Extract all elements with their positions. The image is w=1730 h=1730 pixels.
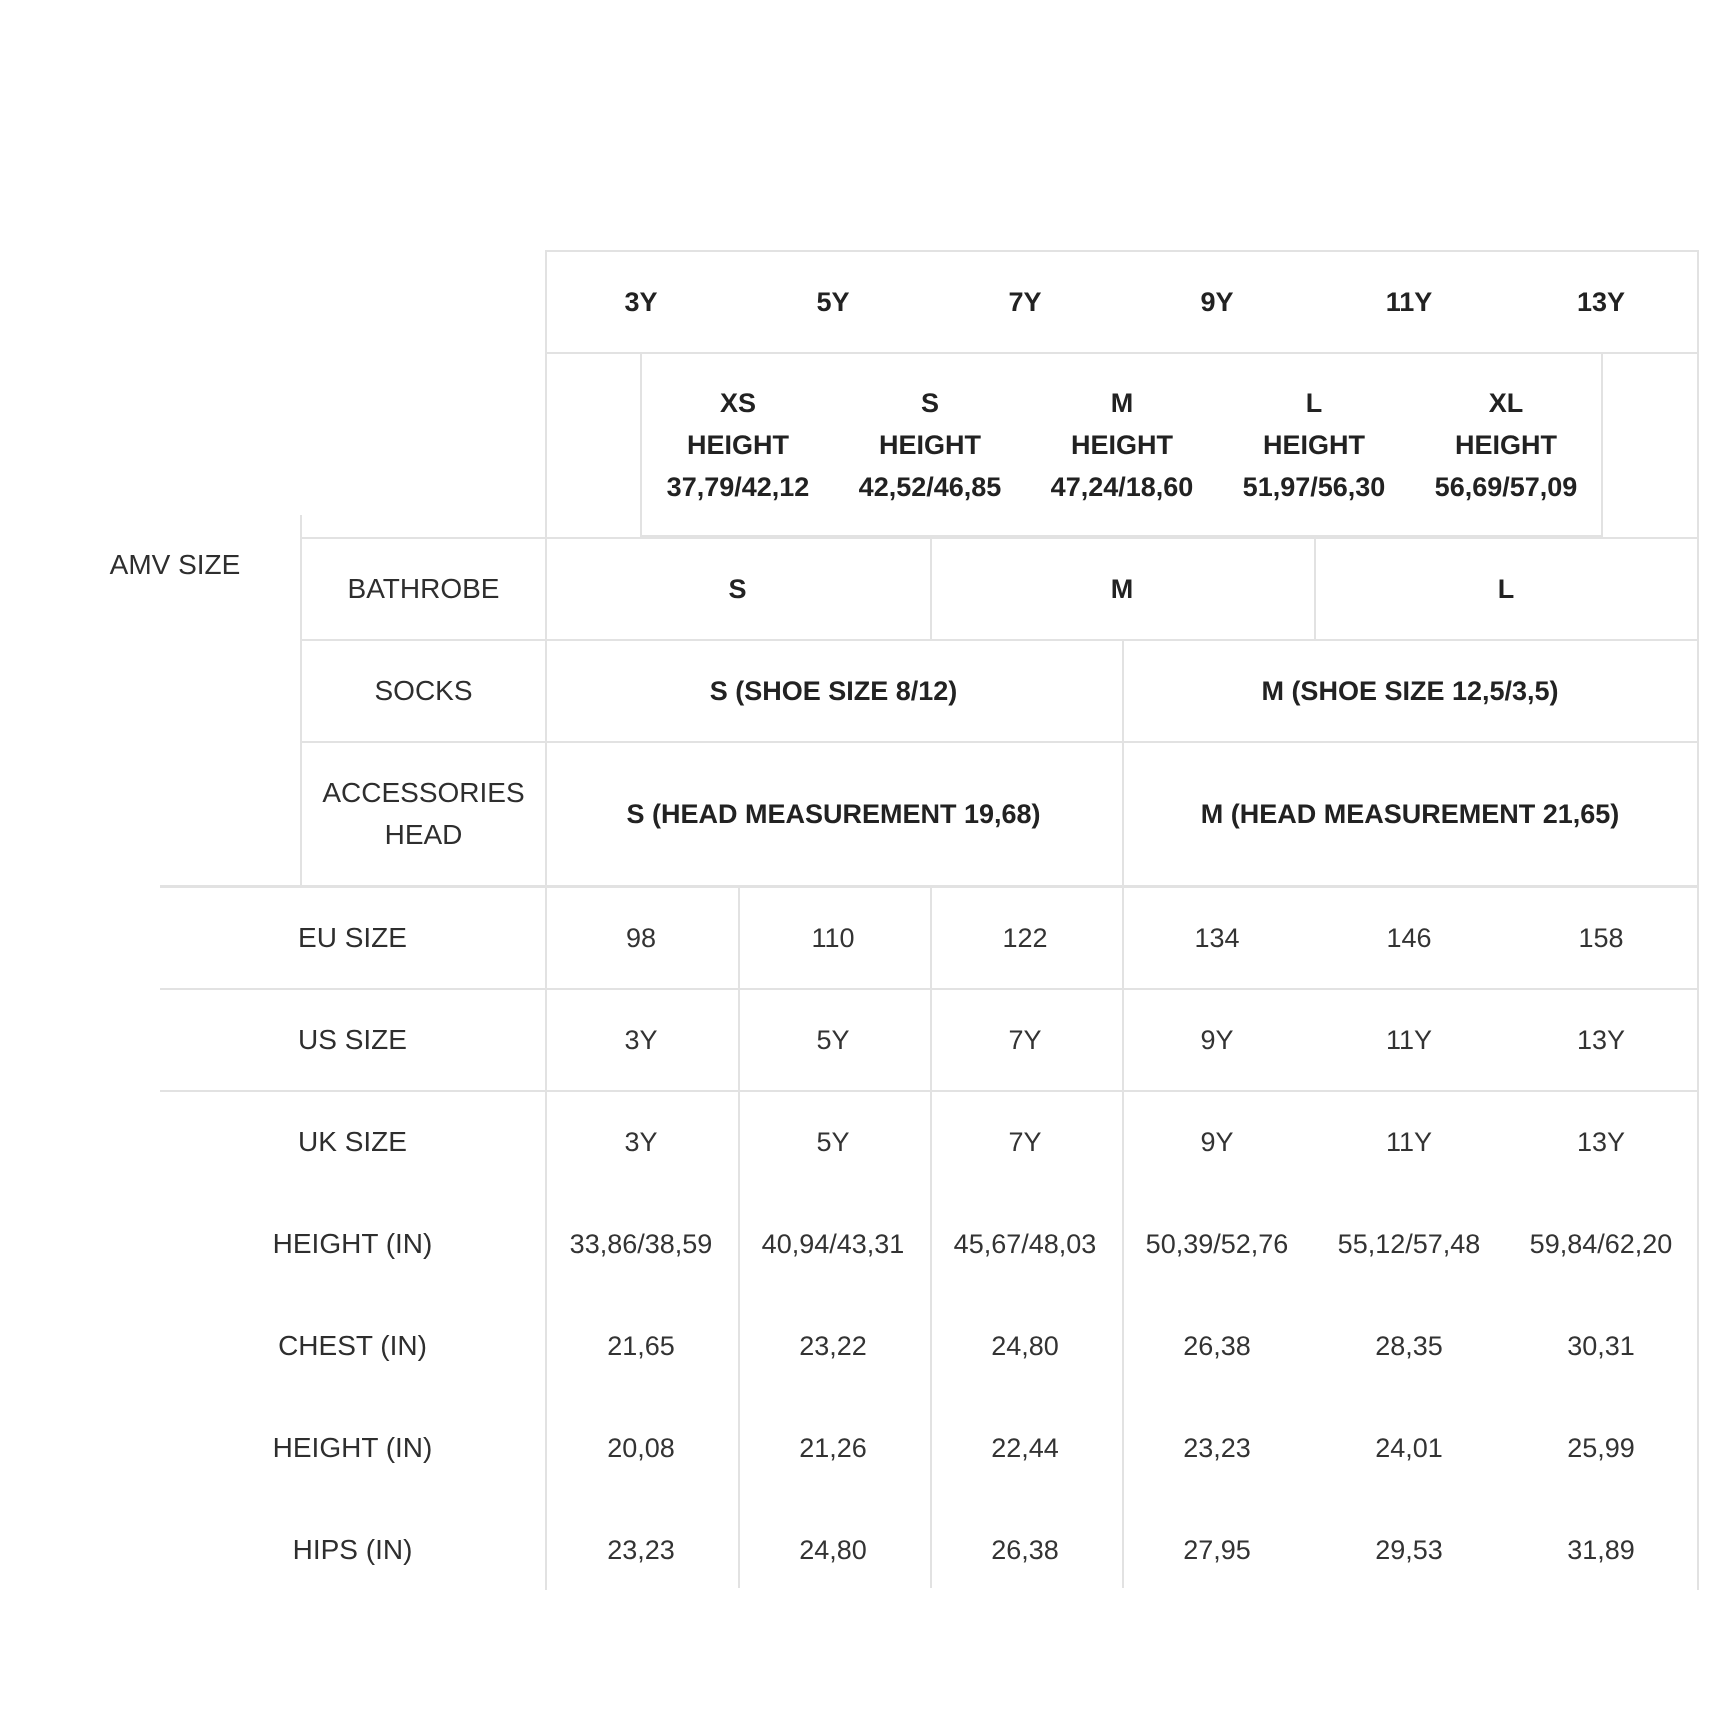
table-cell: 24,80: [991, 1331, 1059, 1361]
socks-size: S (SHOE SIZE 8/12): [709, 676, 958, 706]
column-header: 3Y: [624, 287, 658, 317]
height-label: HEIGHT: [1262, 430, 1365, 460]
row-label-hips: HIPS (IN): [292, 1534, 413, 1565]
height-size-cell: [1026, 356, 1218, 534]
table-cell: 110: [811, 923, 855, 953]
table-cell: 26,38: [991, 1535, 1059, 1565]
table-cell: 29,53: [1375, 1535, 1443, 1565]
table-cell: 7Y: [1008, 1025, 1042, 1055]
accessories-head-label: [302, 743, 545, 885]
table-cell: 134: [1194, 923, 1240, 953]
size-label: XL: [1488, 388, 1524, 418]
row-label-chest: CHEST (IN): [278, 1330, 427, 1361]
socks-label: SOCKS: [374, 675, 473, 706]
column-header: 11Y: [1385, 287, 1433, 317]
accessories-label: ACCESSORIES: [322, 777, 525, 808]
table-cell: 11Y: [1385, 1025, 1433, 1055]
table-cell: 21,65: [607, 1331, 675, 1361]
table-cell: 98: [625, 923, 657, 953]
table-cell: 158: [1578, 923, 1624, 953]
column-header: 13Y: [1576, 287, 1626, 317]
row-label-height: HEIGHT (IN): [272, 1228, 433, 1259]
column-header: 5Y: [816, 287, 850, 317]
table-cell: 33,86/38,59: [569, 1229, 713, 1259]
table-cell: 27,95: [1183, 1535, 1251, 1565]
height-size-cell: [642, 356, 834, 534]
table-cell: 24,01: [1375, 1433, 1443, 1463]
divider: [640, 535, 1602, 537]
table-cell: 9Y: [1200, 1025, 1234, 1055]
size-label: S: [920, 388, 939, 418]
table-cell: 28,35: [1375, 1331, 1443, 1361]
height-range: 51,97/56,30: [1242, 472, 1386, 502]
bathrobe-label: BATHROBE: [347, 573, 500, 604]
table-cell: 20,08: [607, 1433, 675, 1463]
bathrobe-size: L: [1497, 574, 1515, 604]
table-cell: 3Y: [624, 1127, 658, 1157]
height-size-cell: [834, 356, 1026, 534]
row-label-height: HEIGHT (IN): [272, 1432, 433, 1463]
divider: [545, 250, 1699, 252]
height-label: HEIGHT: [878, 430, 981, 460]
row-label-eu-size: EU SIZE: [298, 922, 407, 953]
size-label: XS: [719, 388, 757, 418]
height-label: HEIGHT: [1070, 430, 1173, 460]
height-size-cell: [1410, 356, 1602, 534]
table-cell: 26,38: [1183, 1331, 1251, 1361]
table-cell: 146: [1386, 923, 1432, 953]
table-cell: 24,80: [799, 1535, 867, 1565]
head-label: HEAD: [384, 819, 463, 850]
size-label: L: [1305, 388, 1323, 418]
row-label-us-size: US SIZE: [298, 1024, 407, 1055]
table-cell: 5Y: [816, 1025, 850, 1055]
table-cell: 25,99: [1567, 1433, 1635, 1463]
table-cell: 23,23: [607, 1535, 675, 1565]
height-label: HEIGHT: [686, 430, 789, 460]
table-cell: 31,89: [1567, 1535, 1635, 1565]
table-cell: 7Y: [1008, 1127, 1042, 1157]
divider: [1697, 250, 1699, 1590]
table-cell: 45,67/48,03: [953, 1229, 1097, 1259]
height-range: 42,52/46,85: [858, 472, 1002, 502]
table-cell: 3Y: [624, 1025, 658, 1055]
bathrobe-size: M: [1110, 574, 1134, 604]
accessories-size: M (HEAD MEASUREMENT 21,65): [1200, 799, 1620, 829]
table-cell: 11Y: [1385, 1127, 1433, 1157]
height-range: 56,69/57,09: [1434, 472, 1578, 502]
table-cell: 30,31: [1567, 1331, 1635, 1361]
table-cell: 50,39/52,76: [1145, 1229, 1289, 1259]
table-cell: 23,23: [1183, 1433, 1251, 1463]
table-cell: 122: [1002, 923, 1048, 953]
table-cell: 55,12/57,48: [1337, 1229, 1481, 1259]
height-size-cell: [1218, 356, 1410, 534]
table-cell: 9Y: [1200, 1127, 1234, 1157]
table-cell: 5Y: [816, 1127, 850, 1157]
bathrobe-size: S: [728, 574, 747, 604]
row-label-uk-size: UK SIZE: [298, 1126, 407, 1157]
table-cell: 23,22: [799, 1331, 867, 1361]
table-cell: 13Y: [1576, 1025, 1626, 1055]
amv-size-label: AMV SIZE: [109, 549, 241, 580]
column-header: 9Y: [1200, 287, 1234, 317]
size-label: M: [1110, 388, 1134, 418]
table-cell: 22,44: [991, 1433, 1059, 1463]
socks-size: M (SHOE SIZE 12,5/3,5): [1261, 676, 1559, 706]
table-cell: 59,84/62,20: [1529, 1229, 1673, 1259]
accessories-size: S (HEAD MEASUREMENT 19,68): [626, 799, 1041, 829]
column-header: 7Y: [1008, 287, 1042, 317]
table-cell: 40,94/43,31: [761, 1229, 905, 1259]
table-cell: 13Y: [1576, 1127, 1626, 1157]
height-range: 37,79/42,12: [666, 472, 810, 502]
height-range: 47,24/18,60: [1050, 472, 1194, 502]
height-label: HEIGHT: [1454, 430, 1557, 460]
table-cell: 21,26: [799, 1433, 867, 1463]
divider: [545, 352, 1699, 354]
